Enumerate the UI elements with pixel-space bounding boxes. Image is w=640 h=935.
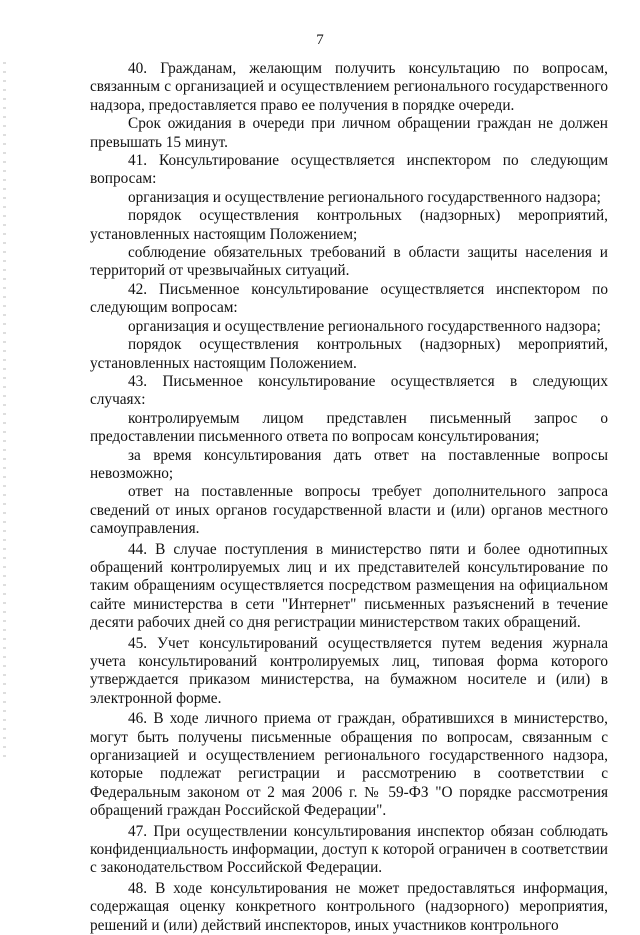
list-item-42-1: организация и осуществление регионального государственного надзора; xyxy=(128,317,601,335)
list-item-41-3: соблюдение обязательных требований в области защиты населения и территорий от чрезвычайных ситуаций. xyxy=(90,244,608,280)
paragraph-48: 48. В ходе консультирования не может предоставляться информация, содержащая оценку конкретного контрольного (надзорного) мероприятия, решений и (или) действий инспекторов, иных участников контрольного xyxy=(90,879,608,934)
document-body xyxy=(90,60,608,935)
paragraph-42: 42. Письменное консультирование осуществляется инспектором по следующим вопросам: xyxy=(90,280,608,317)
list-item-43-3: ответ на поставленные вопросы требует дополнительного запроса сведений от иных органов государственной власти и (или) органов местного самоуправления. xyxy=(90,483,608,538)
page-number: 7 xyxy=(316,32,324,48)
paragraph-44: 44. В случае поступления в министерство пяти и более однотипных обращений контролируемых лиц и их представителей консультирование по таким обращениям осуществляется посредством размещения на официальном сайте министерства в сети "Интернет" письменных разъяснений в течение десяти рабочих дней со дня регистрации министерством таких обращений. xyxy=(90,540,608,632)
paragraph-queue-wait-time: Срок ожидания в очереди при личном обращении граждан не должен превышать 15 минут. xyxy=(90,115,608,151)
list-item-43-2: за время консультирования дать ответ на поставленные вопросы невозможно; xyxy=(90,446,608,482)
paragraph-46: 46. В ходе личного приема от граждан, обратившихся в министерство, могут быть получены письменные обращения по вопросам, связанным с организацией и осуществлением регионального государственного надзора, которые подлежат регистрации и рассмотрению в соответствии с Федеральным законом от 2 мая 2006 г. № 59-ФЗ "О порядке рассмотрения обращений граждан Российской Федерации". xyxy=(90,710,608,820)
list-item-42-2: порядок осуществления контрольных (надзорных) мероприятий, установленных настоящим Положением. xyxy=(90,336,608,372)
list-item-41-1: организация и осуществление регионального государственного надзора; xyxy=(128,188,601,206)
paragraph-41: 41. Консультирование осуществляется инспектором по следующим вопросам: xyxy=(90,152,608,188)
paragraph-43: 43. Письменное консультирование осуществляется в следующих случаях: xyxy=(90,372,608,409)
paragraph-45: 45. Учет консультирований осуществляется путем ведения журнала учета консультирований контролируемых лиц, типовая форма которого утверждается приказом министерства, на бумажном носителе и (или) в электронной форме. xyxy=(90,634,608,707)
scan-margin-mark xyxy=(3,62,6,762)
paragraph-40: 40. Гражданам, желающим получить консультацию по вопросам, связанным с организацией и осуществлением регионального государственного надзора, предоставляется право ее получения в порядке очереди. xyxy=(90,60,608,114)
list-item-43-1: контролируемым лицом представлен письменный запрос о предоставлении письменного ответа по вопросам консультирования; xyxy=(90,409,608,446)
list-item-41-2: порядок осуществления контрольных (надзорных) мероприятий, установленных настоящим Положением; xyxy=(90,207,608,243)
paragraph-47: 47. При осуществлении консультирования инспектор обязан соблюдать конфиденциальность информации, доступ к которой ограничен в соответствии с законодательством Российской Федерации. xyxy=(90,822,608,877)
